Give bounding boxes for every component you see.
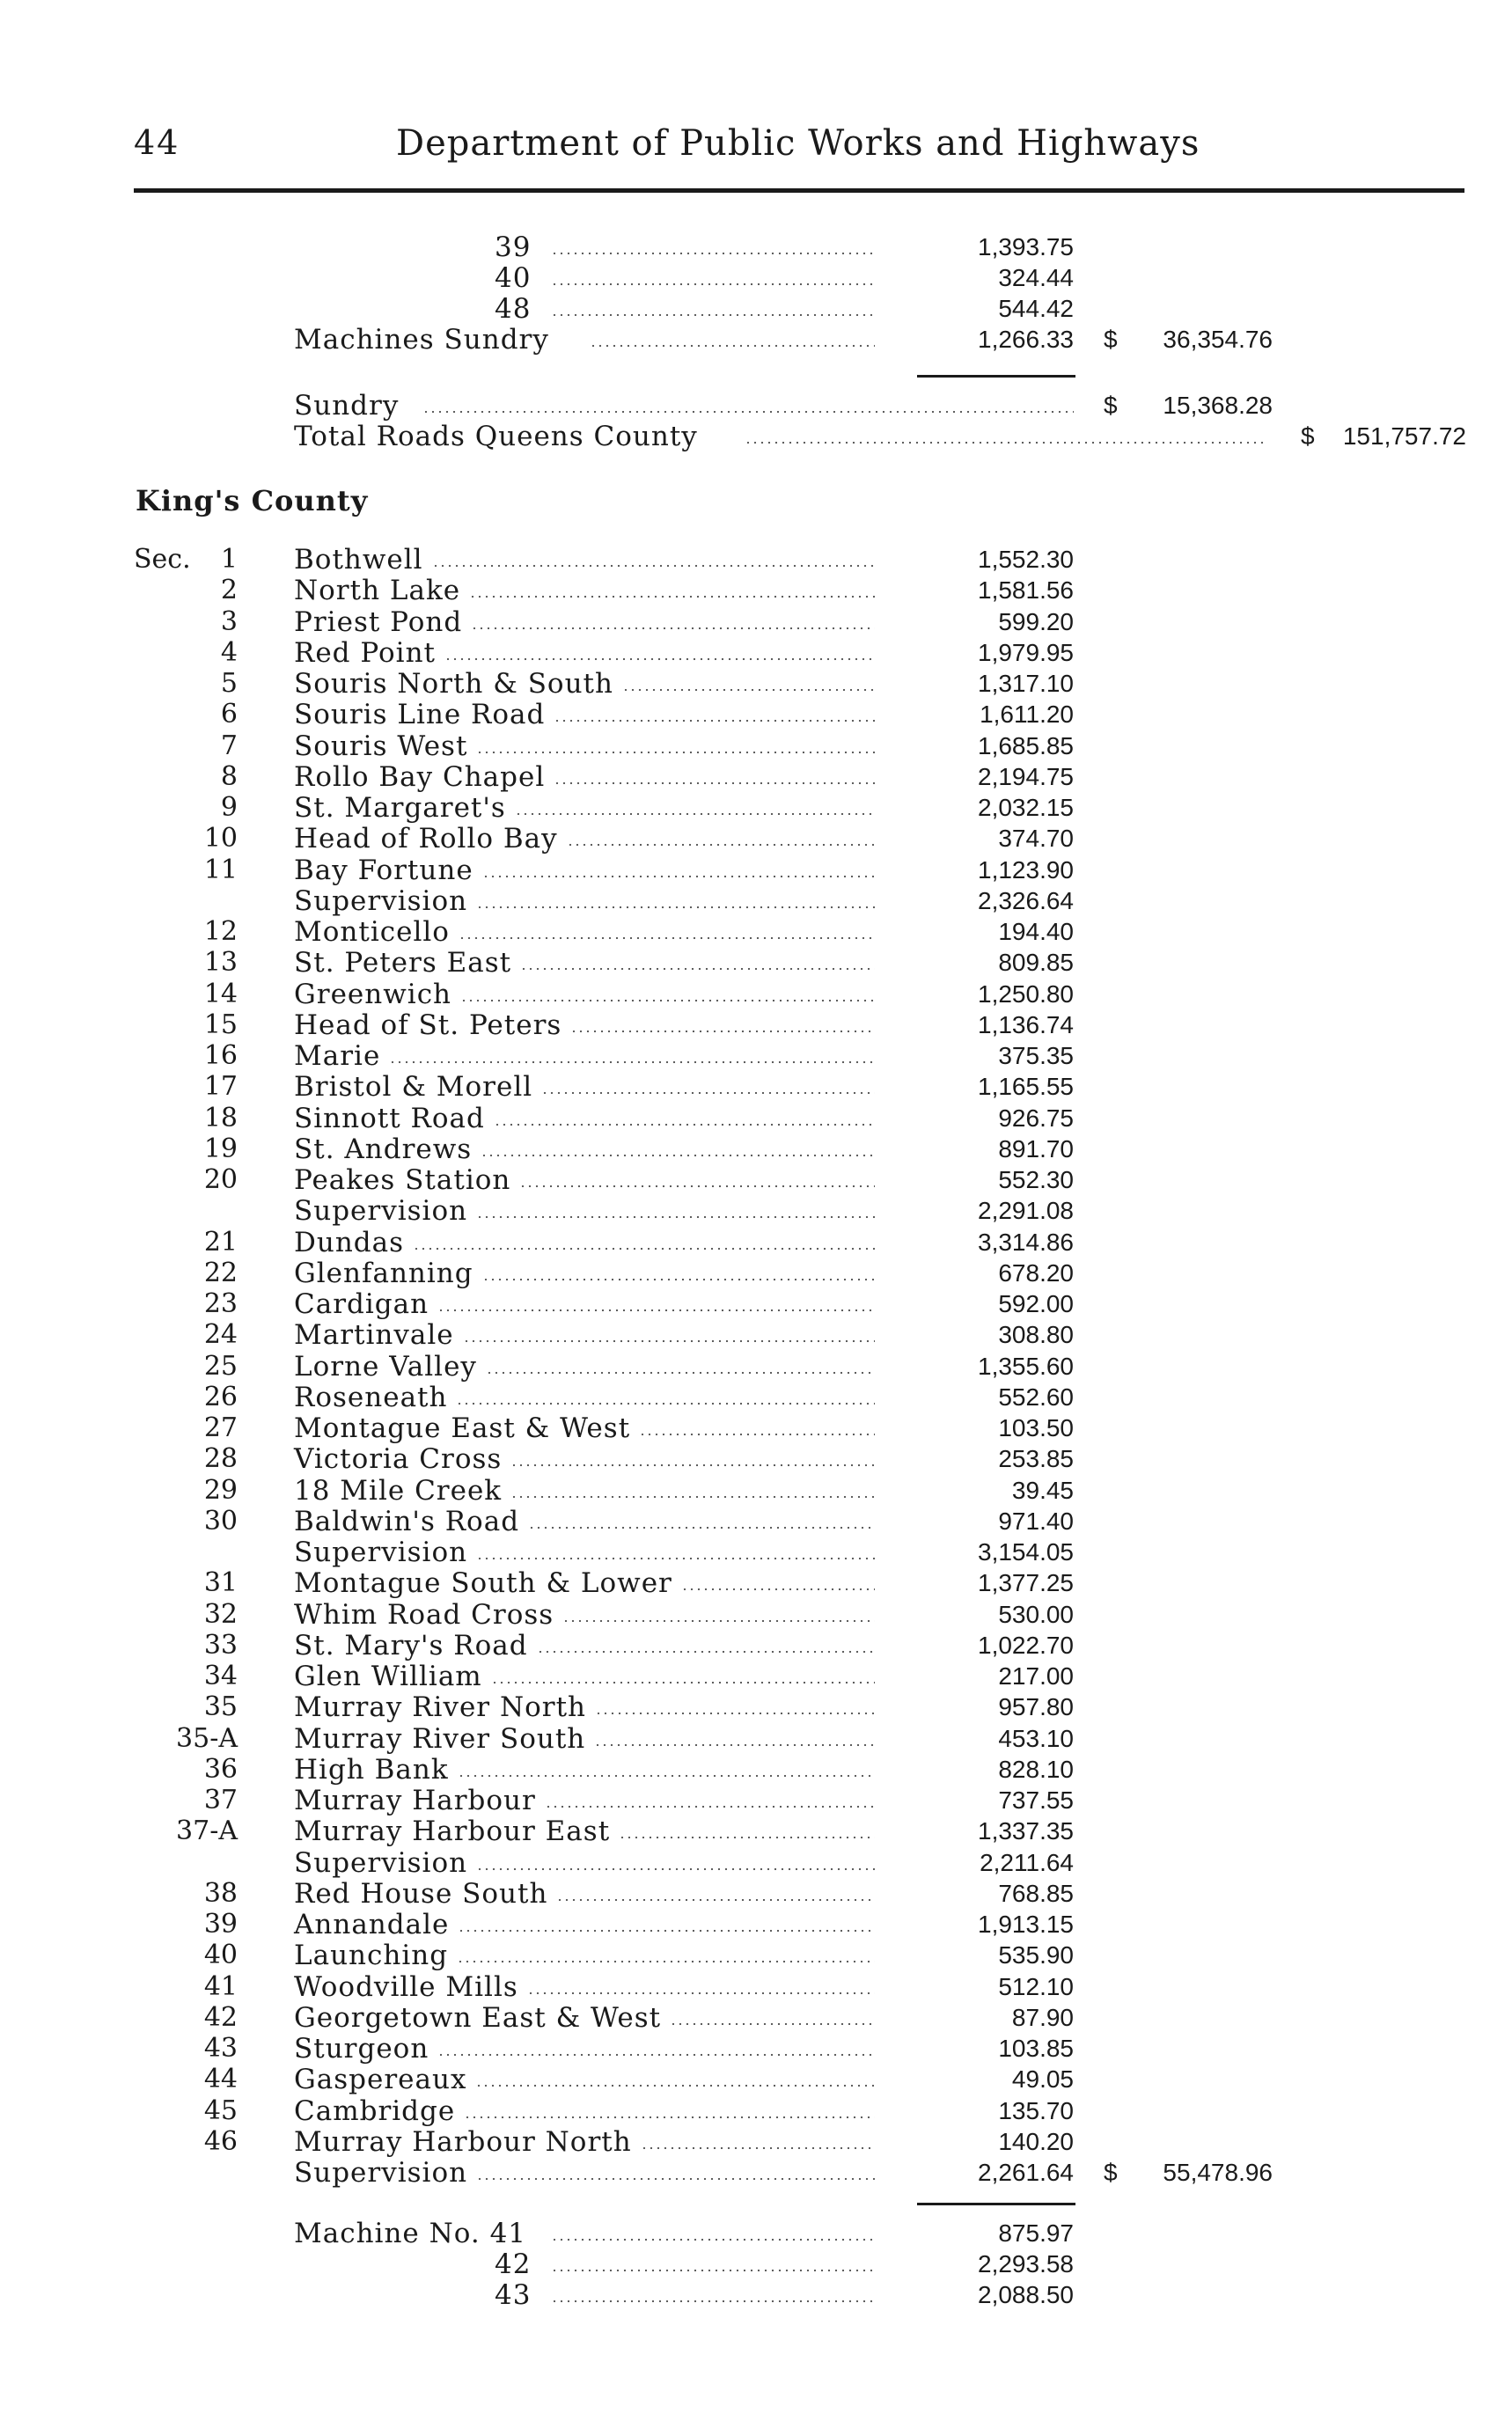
section-number: 2 — [220, 575, 238, 605]
road-amount: 592.00 — [998, 1290, 1074, 1317]
machine-label: 39 — [495, 231, 532, 263]
section-number: 39 — [203, 1909, 238, 1940]
section-number: 18 — [203, 1103, 238, 1133]
leader-dots — [486, 1371, 875, 1375]
road-amount: 1,377.25 — [978, 1569, 1074, 1596]
section-number: 34 — [203, 1661, 238, 1691]
county-heading: King's County — [136, 484, 369, 517]
leader-dots — [541, 1091, 875, 1095]
total-roads-label: Total Roads Queens County — [294, 421, 698, 452]
road-amount: 891.70 — [998, 1135, 1074, 1163]
section-number: 32 — [203, 1599, 238, 1630]
leader-dots — [745, 441, 1267, 444]
road-name: Marie — [294, 1040, 381, 1072]
leader-dots — [469, 595, 875, 598]
section-number: 29 — [203, 1475, 238, 1506]
section-number: 41 — [203, 1971, 238, 2002]
road-name: Souris West — [294, 730, 468, 762]
dollar-sign: $ — [1301, 422, 1315, 450]
leader-dots — [554, 719, 875, 723]
section-number: 44 — [203, 2064, 238, 2094]
section-number: 35 — [203, 1691, 238, 1722]
leader-dots — [432, 564, 875, 568]
leader-dots — [639, 1433, 875, 1436]
road-amount: 253.85 — [998, 1445, 1074, 1472]
leader-dots — [590, 344, 875, 348]
road-name: Bay Fortune — [294, 855, 473, 886]
leader-dots — [510, 1463, 875, 1467]
section-number: 16 — [203, 1040, 238, 1071]
section-number: 15 — [203, 1009, 238, 1040]
section-number: 38 — [203, 1878, 238, 1909]
road-amount: 2,326.64 — [978, 887, 1074, 914]
section-number: 28 — [203, 1443, 238, 1474]
road-amount: 3,314.86 — [978, 1229, 1074, 1256]
dollar-sign: $ — [1104, 326, 1118, 353]
leader-dots — [641, 2146, 875, 2150]
section-number: 30 — [203, 1506, 238, 1537]
leader-dots — [482, 1278, 875, 1281]
leader-dots — [444, 657, 875, 661]
leader-dots — [554, 781, 875, 785]
road-amount: 2,291.08 — [978, 1197, 1074, 1224]
road-name: 18 Mile Creek — [294, 1475, 503, 1507]
road-amount: 678.20 — [998, 1259, 1074, 1287]
road-amount: 2,211.64 — [980, 1849, 1074, 1876]
road-name: Cambridge — [294, 2095, 456, 2127]
leader-dots — [567, 843, 875, 847]
road-name: Priest Pond — [294, 606, 463, 638]
leader-dots — [537, 1650, 875, 1654]
road-name: Supervision — [294, 2157, 468, 2189]
section-number: 7 — [220, 730, 238, 761]
road-name: Georgetown East & West — [294, 2002, 662, 2034]
leader-dots — [481, 1154, 875, 1157]
road-name: Head of Rollo Bay — [294, 823, 558, 855]
road-name: Glen William — [294, 1661, 482, 1692]
section-number: 45 — [203, 2095, 238, 2126]
leader-dots — [476, 906, 875, 909]
road-amount: 1,979.95 — [978, 639, 1074, 666]
leader-dots — [475, 2084, 875, 2087]
subtotal-rule — [917, 2203, 1075, 2205]
leader-dots — [476, 1867, 875, 1871]
road-amount: 1,552.30 — [978, 546, 1074, 573]
leader-dots — [413, 1247, 875, 1251]
road-name: Baldwin's Road — [294, 1506, 520, 1537]
road-amount: 194.40 — [998, 918, 1074, 945]
leader-dots — [459, 936, 875, 940]
leader-dots — [456, 1402, 875, 1405]
leader-dots — [476, 1215, 875, 1219]
road-amount: 49.05 — [1011, 2065, 1074, 2093]
road-name: Supervision — [294, 885, 468, 917]
road-name: St. Mary's Road — [294, 1630, 528, 1661]
sundry-total: 15,368.28 — [1163, 392, 1273, 419]
section-number: 4 — [220, 637, 238, 668]
leader-dots — [670, 2022, 875, 2026]
leader-dots — [594, 1743, 875, 1747]
leader-dots — [519, 1185, 875, 1188]
header-rule — [134, 188, 1464, 193]
leader-dots — [556, 1898, 875, 1902]
road-amount: 1,355.60 — [978, 1353, 1074, 1380]
road-amount: 1,136.74 — [978, 1011, 1074, 1038]
road-amount: 809.85 — [998, 949, 1074, 976]
machines-sundry-amount: 1,266.33 — [978, 326, 1074, 353]
road-amount: 1,317.10 — [978, 670, 1074, 697]
section-number: 42 — [203, 2002, 238, 2033]
road-amount: 971.40 — [998, 1507, 1074, 1535]
sec-prefix: Sec. — [134, 544, 191, 575]
road-name: Murray Harbour North — [294, 2126, 632, 2158]
section-number: 23 — [203, 1288, 238, 1319]
section-number: 31 — [203, 1567, 238, 1598]
section-number: 24 — [203, 1319, 238, 1350]
road-amount: 530.00 — [998, 1601, 1074, 1628]
road-name: North Lake — [294, 575, 461, 606]
road-name: Greenwich — [294, 979, 452, 1010]
road-amount: 374.70 — [998, 825, 1074, 852]
section-number: 14 — [203, 979, 238, 1009]
road-amount: 308.80 — [998, 1321, 1074, 1348]
leader-dots — [622, 688, 875, 692]
road-amount: 103.50 — [998, 1414, 1074, 1441]
machine-amount: 2,088.50 — [978, 2281, 1074, 2308]
road-name: Annandale — [294, 1909, 450, 1940]
machine-label: 48 — [495, 293, 532, 325]
section-number: 3 — [220, 606, 238, 637]
road-amount: 1,123.90 — [978, 856, 1074, 884]
section-number: 6 — [220, 699, 238, 730]
machine-amount: 2,293.58 — [978, 2250, 1074, 2278]
leader-dots — [491, 1681, 875, 1684]
road-amount: 957.80 — [998, 1693, 1074, 1720]
machine-amount: 1,393.75 — [978, 233, 1074, 260]
leader-dots — [527, 1992, 875, 1995]
leader-dots — [463, 1339, 875, 1343]
road-name: Rollo Bay Chapel — [294, 761, 546, 793]
road-amount: 1,165.55 — [978, 1073, 1074, 1100]
road-amount: 552.30 — [998, 1166, 1074, 1193]
section-number: 36 — [203, 1754, 238, 1785]
machine-amount: 875.97 — [998, 2219, 1074, 2247]
road-amount: 103.85 — [998, 2035, 1074, 2062]
road-name: Peakes Station — [294, 1164, 511, 1196]
road-amount: 3,154.05 — [978, 1538, 1074, 1566]
machine-amount: 324.44 — [998, 264, 1074, 291]
road-amount: 1,250.80 — [978, 980, 1074, 1008]
leader-dots — [551, 2238, 875, 2241]
road-amount: 828.10 — [998, 1756, 1074, 1783]
road-name: Souris Line Road — [294, 699, 546, 730]
road-amount: 512.10 — [998, 1973, 1074, 2000]
road-amount: 1,685.85 — [978, 732, 1074, 759]
section-number: 17 — [203, 1071, 238, 1102]
leader-dots — [482, 875, 875, 878]
road-name: Gaspereaux — [294, 2064, 467, 2095]
leader-dots — [619, 1836, 875, 1839]
road-amount: 1,581.56 — [978, 576, 1074, 604]
leader-dots — [515, 812, 875, 816]
leader-dots — [551, 252, 875, 255]
leader-dots — [595, 1712, 875, 1715]
road-name: St. Margaret's — [294, 792, 506, 824]
road-name: Red Point — [294, 637, 436, 669]
road-name: Supervision — [294, 1195, 468, 1227]
leader-dots — [458, 1929, 875, 1933]
section-number: 22 — [203, 1258, 238, 1288]
road-name: Woodville Mills — [294, 1971, 518, 2003]
road-name: Victoria Cross — [294, 1443, 503, 1475]
road-name: Head of St. Peters — [294, 1009, 562, 1041]
road-name: St. Peters East — [294, 947, 512, 979]
road-amount: 1,913.15 — [978, 1911, 1074, 1938]
running-title: Department of Public Works and Highways — [396, 123, 1200, 164]
road-name: Red House South — [294, 1878, 548, 1910]
road-name: Lorne Valley — [294, 1351, 477, 1383]
road-amount: 39.45 — [1011, 1477, 1074, 1504]
section-number: 37 — [203, 1785, 238, 1815]
road-name: Souris North & South — [294, 668, 613, 700]
road-name: Roseneath — [294, 1382, 448, 1413]
page-number: 44 — [134, 123, 180, 162]
section-number: 20 — [203, 1164, 238, 1195]
leader-dots — [494, 1123, 875, 1126]
dollar-sign: $ — [1104, 392, 1118, 419]
section-number: 25 — [203, 1351, 238, 1382]
road-name: Bristol & Morell — [294, 1071, 533, 1103]
leader-dots — [528, 1526, 875, 1529]
road-amount: 217.00 — [998, 1662, 1074, 1690]
sundry-label: Sundry — [294, 390, 400, 422]
road-name: Murray Harbour — [294, 1785, 536, 1816]
road-name: Sturgeon — [294, 2033, 429, 2065]
machines-sundry-label: Machines Sundry — [294, 324, 549, 356]
section-number: 11 — [203, 855, 238, 885]
road-name: Martinvale — [294, 1319, 454, 1351]
section-number: 10 — [203, 823, 238, 854]
road-name: Supervision — [294, 1537, 468, 1568]
section-number: 40 — [203, 1940, 238, 1970]
road-amount: 1,337.35 — [978, 1817, 1074, 1845]
section-number: 12 — [203, 916, 238, 947]
leader-dots — [570, 1030, 875, 1033]
road-name: Whim Road Cross — [294, 1599, 554, 1631]
road-name: Montague South & Lower — [294, 1567, 672, 1599]
road-name: Montague East & West — [294, 1412, 631, 1444]
leader-dots — [458, 1774, 875, 1778]
road-name: Murray Harbour East — [294, 1815, 611, 1847]
road-amount: 375.35 — [998, 1042, 1074, 1069]
road-amount: 135.70 — [998, 2097, 1074, 2124]
leader-dots — [471, 627, 875, 630]
road-amount: 737.55 — [998, 1786, 1074, 1814]
road-name: Murray River South — [294, 1723, 586, 1755]
leader-dots — [510, 1495, 875, 1499]
machines-subtotal: 36,354.76 — [1163, 326, 1273, 353]
section-number: 33 — [203, 1630, 238, 1661]
leader-dots — [437, 2053, 875, 2057]
road-amount: 1,022.70 — [978, 1632, 1074, 1659]
page-header — [134, 123, 1463, 176]
section-number: 5 — [220, 668, 238, 699]
road-amount: 535.90 — [998, 1941, 1074, 1969]
section-number: 9 — [220, 792, 238, 823]
road-name: Cardigan — [294, 1288, 429, 1320]
leader-dots — [551, 2269, 875, 2272]
section-number: 35-A — [176, 1723, 238, 1754]
leader-dots — [681, 1588, 875, 1591]
machine-label: 42 — [495, 2248, 532, 2280]
grand-total: 151,757.72 — [1342, 422, 1466, 450]
leader-dots — [551, 282, 875, 286]
road-amount: 552.60 — [998, 1383, 1074, 1411]
leader-dots — [476, 1557, 875, 1560]
road-amount: 768.85 — [998, 1880, 1074, 1907]
leader-dots — [389, 1060, 875, 1064]
machine-label: 40 — [495, 262, 532, 294]
road-amount: 926.75 — [998, 1104, 1074, 1132]
leader-dots — [562, 1619, 875, 1623]
road-name: Dundas — [294, 1227, 405, 1258]
section-number: 43 — [203, 2033, 238, 2064]
kings-roads-subtotal: 55,478.96 — [1163, 2159, 1273, 2186]
section-number: 37-A — [176, 1815, 238, 1846]
leader-dots — [457, 1960, 875, 1963]
section-number: 21 — [203, 1227, 238, 1258]
leader-dots — [437, 1309, 875, 1312]
section-number: 27 — [203, 1412, 238, 1443]
road-amount: 87.90 — [1011, 2004, 1074, 2031]
leader-dots — [476, 751, 875, 754]
road-amount: 2,261.64 — [978, 2159, 1074, 2186]
road-name: St. Andrews — [294, 1133, 473, 1165]
section-number: 46 — [203, 2126, 238, 2157]
machine-amount: 544.42 — [998, 295, 1074, 322]
machine-label: 43 — [495, 2279, 532, 2311]
road-name: High Bank — [294, 1754, 449, 1786]
road-amount: 2,194.75 — [978, 763, 1074, 790]
road-amount: 453.10 — [998, 1725, 1074, 1752]
section-number: 19 — [203, 1133, 238, 1164]
leader-dots — [464, 2116, 875, 2119]
leader-dots — [551, 2300, 875, 2303]
leader-dots — [520, 967, 875, 971]
road-amount: 140.20 — [998, 2128, 1074, 2155]
section-number: 1 — [220, 544, 238, 575]
leader-dots — [460, 999, 875, 1002]
leader-dots — [551, 313, 875, 317]
road-amount: 1,611.20 — [980, 701, 1074, 728]
road-name: Sinnott Road — [294, 1103, 485, 1134]
section-number: 8 — [220, 761, 238, 792]
leader-dots — [476, 2177, 875, 2181]
leader-dots — [545, 1805, 875, 1808]
road-name: Launching — [294, 1940, 449, 1971]
leader-dots — [422, 410, 1074, 414]
subtotal-rule — [917, 375, 1075, 378]
section-number: 26 — [203, 1382, 238, 1412]
road-amount: 599.20 — [998, 608, 1074, 635]
machine-label: Machine No. 41 — [294, 2218, 527, 2249]
road-amount: 2,032.15 — [978, 794, 1074, 821]
dollar-sign: $ — [1104, 2159, 1118, 2186]
road-name: Glenfanning — [294, 1258, 473, 1289]
road-name: Supervision — [294, 1847, 468, 1879]
section-number: 13 — [203, 947, 238, 978]
road-name: Monticello — [294, 916, 450, 948]
road-name: Murray River North — [294, 1691, 587, 1723]
road-name: Bothwell — [294, 544, 423, 576]
